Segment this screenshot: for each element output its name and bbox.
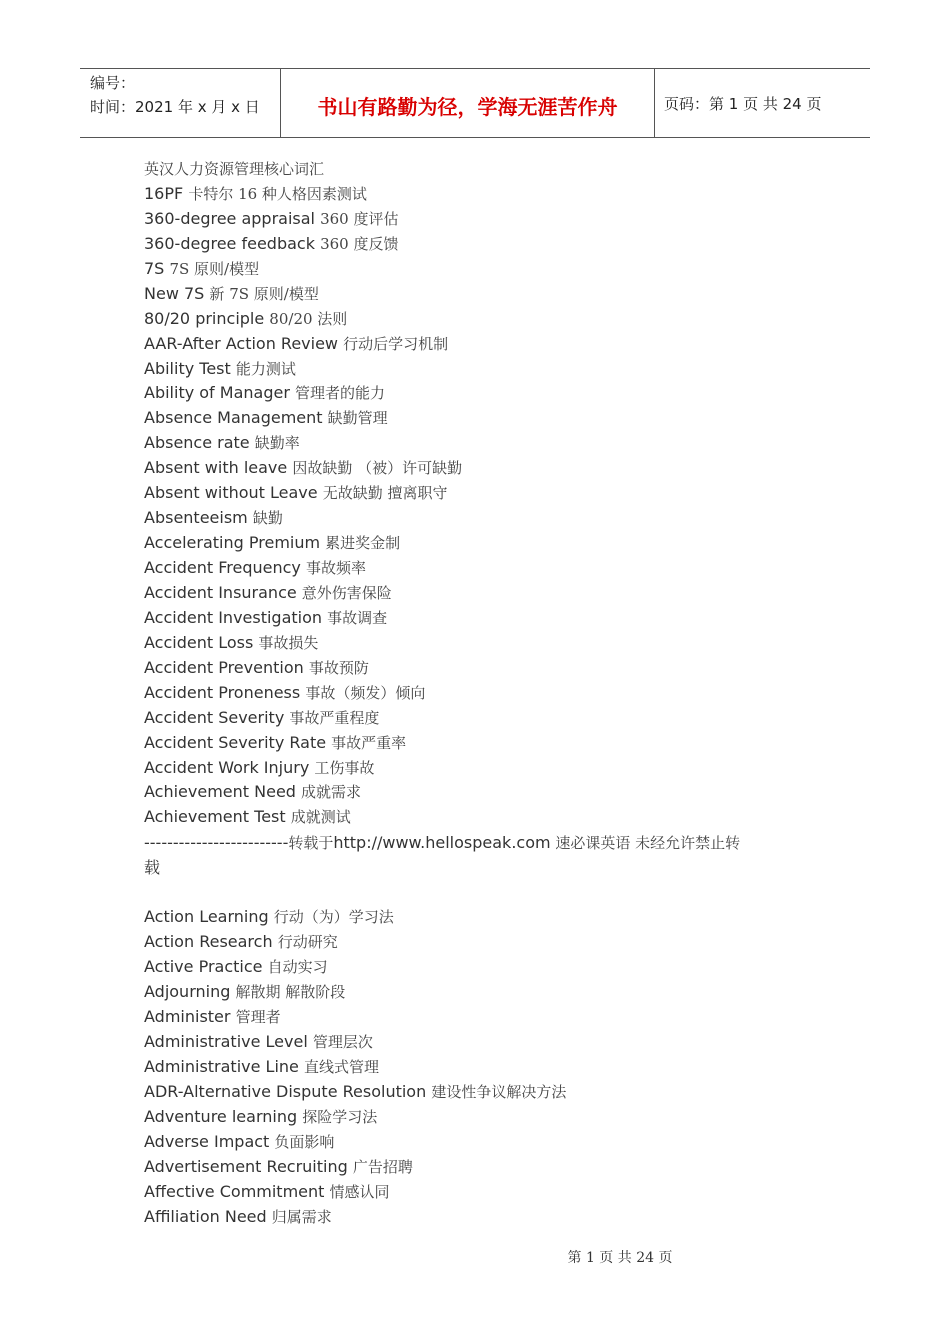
entry-chinese: 工伤事故 [314, 758, 375, 777]
entry-english: Accident Severity Rate [144, 732, 327, 752]
vocabulary-entry [144, 1130, 824, 1155]
vocabulary-entry [144, 731, 824, 756]
notice-suffix: 速必课英语 未经允许禁止转 [550, 834, 741, 853]
vocabulary-entry [144, 406, 824, 431]
entry-chinese: 负面影响 [274, 1132, 335, 1151]
vocabulary-entry [144, 257, 824, 282]
vocabulary-entry [144, 1030, 824, 1055]
entry-chinese: 成就需求 [301, 783, 362, 802]
entry-chinese: 事故严重程度 [289, 708, 380, 727]
entry-chinese: 事故严重率 [331, 733, 407, 752]
entry-english: 360-degree feedback [144, 233, 315, 253]
page-header [80, 68, 870, 138]
entry-english: Accident Severity [144, 707, 285, 727]
entry-chinese: 新 7S 原则/模型 [209, 284, 319, 303]
entry-chinese: 累进奖金制 [325, 534, 401, 553]
vocabulary-entry [144, 556, 824, 581]
vocabulary-entry [144, 930, 824, 955]
vocabulary-entry [144, 381, 824, 406]
vocabulary-content [144, 157, 824, 1230]
entry-english: Affiliation Need [144, 1206, 267, 1226]
vocabulary-entry [144, 955, 824, 980]
entry-english: Accident Loss [144, 632, 254, 652]
entry-english: Accident Insurance [144, 582, 297, 602]
entry-english: Action Learning [144, 907, 269, 927]
repost-notice [144, 830, 824, 855]
entry-english: Absence Management [144, 408, 323, 428]
spacer [144, 880, 824, 905]
vocabulary-entry [144, 531, 824, 556]
entry-english: Accident Investigation [144, 607, 323, 627]
entry-english: New 7S [144, 283, 205, 303]
notice-url[interactable]: http://www.hellospeak.com [333, 833, 551, 853]
entry-chinese: 行动（为）学习法 [273, 908, 394, 927]
entry-english: 7S [144, 258, 165, 278]
vocabulary-entry [144, 1155, 824, 1180]
entry-chinese: 无故缺勤 擅离职守 [322, 484, 448, 503]
entry-chinese: 广告招聘 [352, 1157, 413, 1176]
entry-english: Absent with leave [144, 458, 288, 478]
vocabulary-list [144, 182, 824, 830]
page-footer: 第 1 页 共 24 页 [567, 1250, 673, 1266]
vocabulary-entry [144, 307, 824, 332]
vocabulary-entry [144, 332, 824, 357]
vocabulary-entry [144, 805, 824, 830]
entry-chinese: 卡特尔 16 种人格因素测试 [188, 184, 367, 203]
entry-chinese: 探险学习法 [302, 1107, 378, 1126]
document-title: 英汉人力资源管理核心词汇 [144, 160, 325, 178]
entry-english: Absence rate [144, 433, 250, 453]
entry-english: Adjourning [144, 982, 231, 1002]
vocabulary-entry [144, 1005, 824, 1030]
entry-chinese: 直线式管理 [303, 1057, 379, 1076]
notice-wrap: 载 [144, 858, 161, 878]
entry-chinese: 360 度评估 [320, 209, 399, 228]
vocabulary-entry [144, 1105, 824, 1130]
entry-english: ADR-Alternative Dispute Resolution [144, 1081, 427, 1101]
vocabulary-entry [144, 581, 824, 606]
entry-chinese: 80/20 法则 [269, 309, 348, 328]
entry-chinese: 7S 原则/模型 [169, 259, 260, 278]
entry-english: Advertisement Recruiting [144, 1156, 348, 1176]
entry-chinese: 管理者的能力 [295, 384, 386, 403]
vocabulary-entry [144, 1055, 824, 1080]
entry-chinese: 成就测试 [290, 808, 351, 827]
entry-chinese: 自动实习 [267, 958, 328, 977]
notice-dashes: ------------------------- [144, 833, 289, 853]
entry-chinese: 缺勤 [252, 509, 283, 528]
entry-english: Administer [144, 1007, 231, 1027]
entry-english: Adventure learning [144, 1106, 298, 1126]
vocabulary-entry [144, 506, 824, 531]
vocabulary-list-2 [144, 905, 824, 1229]
vocabulary-entry [144, 780, 824, 805]
entry-chinese: 建设性争议解决方法 [431, 1082, 567, 1101]
vocabulary-entry [144, 606, 824, 631]
vocabulary-entry [144, 905, 824, 930]
motto-text: 书山有路勤为径，学海无涯苦作舟 [317, 94, 618, 119]
vocabulary-entry [144, 756, 824, 781]
code-label: 编号： [90, 74, 136, 92]
entry-english: Achievement Test [144, 807, 286, 827]
entry-english: Adverse Impact [144, 1131, 270, 1151]
entry-chinese: 意外伤害保险 [301, 583, 392, 602]
vocabulary-entry [144, 1180, 824, 1205]
entry-chinese: 缺勤管理 [327, 409, 388, 428]
vocabulary-entry [144, 1205, 824, 1230]
entry-english: Active Practice [144, 957, 263, 977]
entry-english: Administrative Line [144, 1056, 299, 1076]
entry-chinese: 行动后学习机制 [343, 334, 449, 353]
entry-english: Accident Frequency [144, 558, 301, 577]
entry-english: Absenteeism [144, 508, 248, 528]
vocabulary-entry [144, 656, 824, 681]
entry-english: Ability of Manager [144, 383, 290, 403]
entry-english: 360-degree appraisal [144, 208, 315, 228]
vocabulary-entry [144, 706, 824, 731]
entry-chinese: 事故预防 [308, 658, 369, 677]
entry-english: Accident Proneness [144, 682, 301, 702]
vocabulary-entry [144, 481, 824, 506]
notice-prefix: 转载于 [288, 834, 334, 853]
entry-chinese: 缺勤率 [254, 434, 300, 453]
entry-chinese: 归属需求 [271, 1207, 332, 1226]
entry-english: AAR-After Action Review [144, 333, 339, 353]
vocabulary-entry [144, 207, 824, 232]
entry-chinese: 事故调查 [327, 608, 388, 627]
header-meta [80, 69, 281, 137]
entry-chinese: 情感认同 [329, 1182, 390, 1201]
entry-chinese: 360 度反馈 [320, 234, 399, 253]
entry-english: Action Research [144, 932, 273, 952]
vocabulary-entry [144, 1080, 824, 1105]
entry-english: Accident Prevention [144, 657, 304, 677]
time-label: 时间：2021 年 x 月 x 日 [90, 98, 260, 116]
vocabulary-entry [144, 431, 824, 456]
vocabulary-entry [144, 182, 824, 207]
entry-chinese: 解散期 解散阶段 [235, 983, 346, 1002]
entry-english: Accelerating Premium [144, 533, 321, 553]
entry-english: Absent without Leave [144, 483, 318, 503]
vocabulary-entry [144, 232, 824, 257]
entry-english: Ability Test [144, 358, 231, 378]
entry-chinese: 管理层次 [312, 1033, 373, 1051]
entry-chinese: 能力测试 [235, 359, 296, 378]
vocabulary-entry [144, 282, 824, 307]
header-page-info: 页码：第 1 页 共 24 页 [664, 95, 822, 113]
header-motto [281, 69, 655, 137]
entry-english: Affective Commitment [144, 1181, 325, 1201]
vocabulary-entry [144, 357, 824, 382]
vocabulary-entry [144, 631, 824, 656]
entry-chinese: 管理者 [235, 1008, 281, 1027]
entry-english: 80/20 principle [144, 308, 265, 328]
entry-english: Administrative Level [144, 1032, 308, 1051]
entry-chinese: 事故损失 [258, 633, 319, 652]
entry-english: 16PF [144, 183, 184, 203]
vocabulary-entry [144, 980, 824, 1005]
entry-chinese: 行动研究 [277, 933, 338, 952]
vocabulary-entry [144, 456, 824, 481]
entry-chinese: 因故缺勤 （被）许可缺勤 [292, 459, 463, 478]
entry-english: Achievement Need [144, 782, 296, 802]
entry-english: Accident Work Injury [144, 757, 310, 777]
vocabulary-entry [144, 681, 824, 706]
entry-chinese: 事故频率 [305, 559, 366, 577]
entry-chinese: 事故（频发）倾向 [305, 683, 426, 702]
